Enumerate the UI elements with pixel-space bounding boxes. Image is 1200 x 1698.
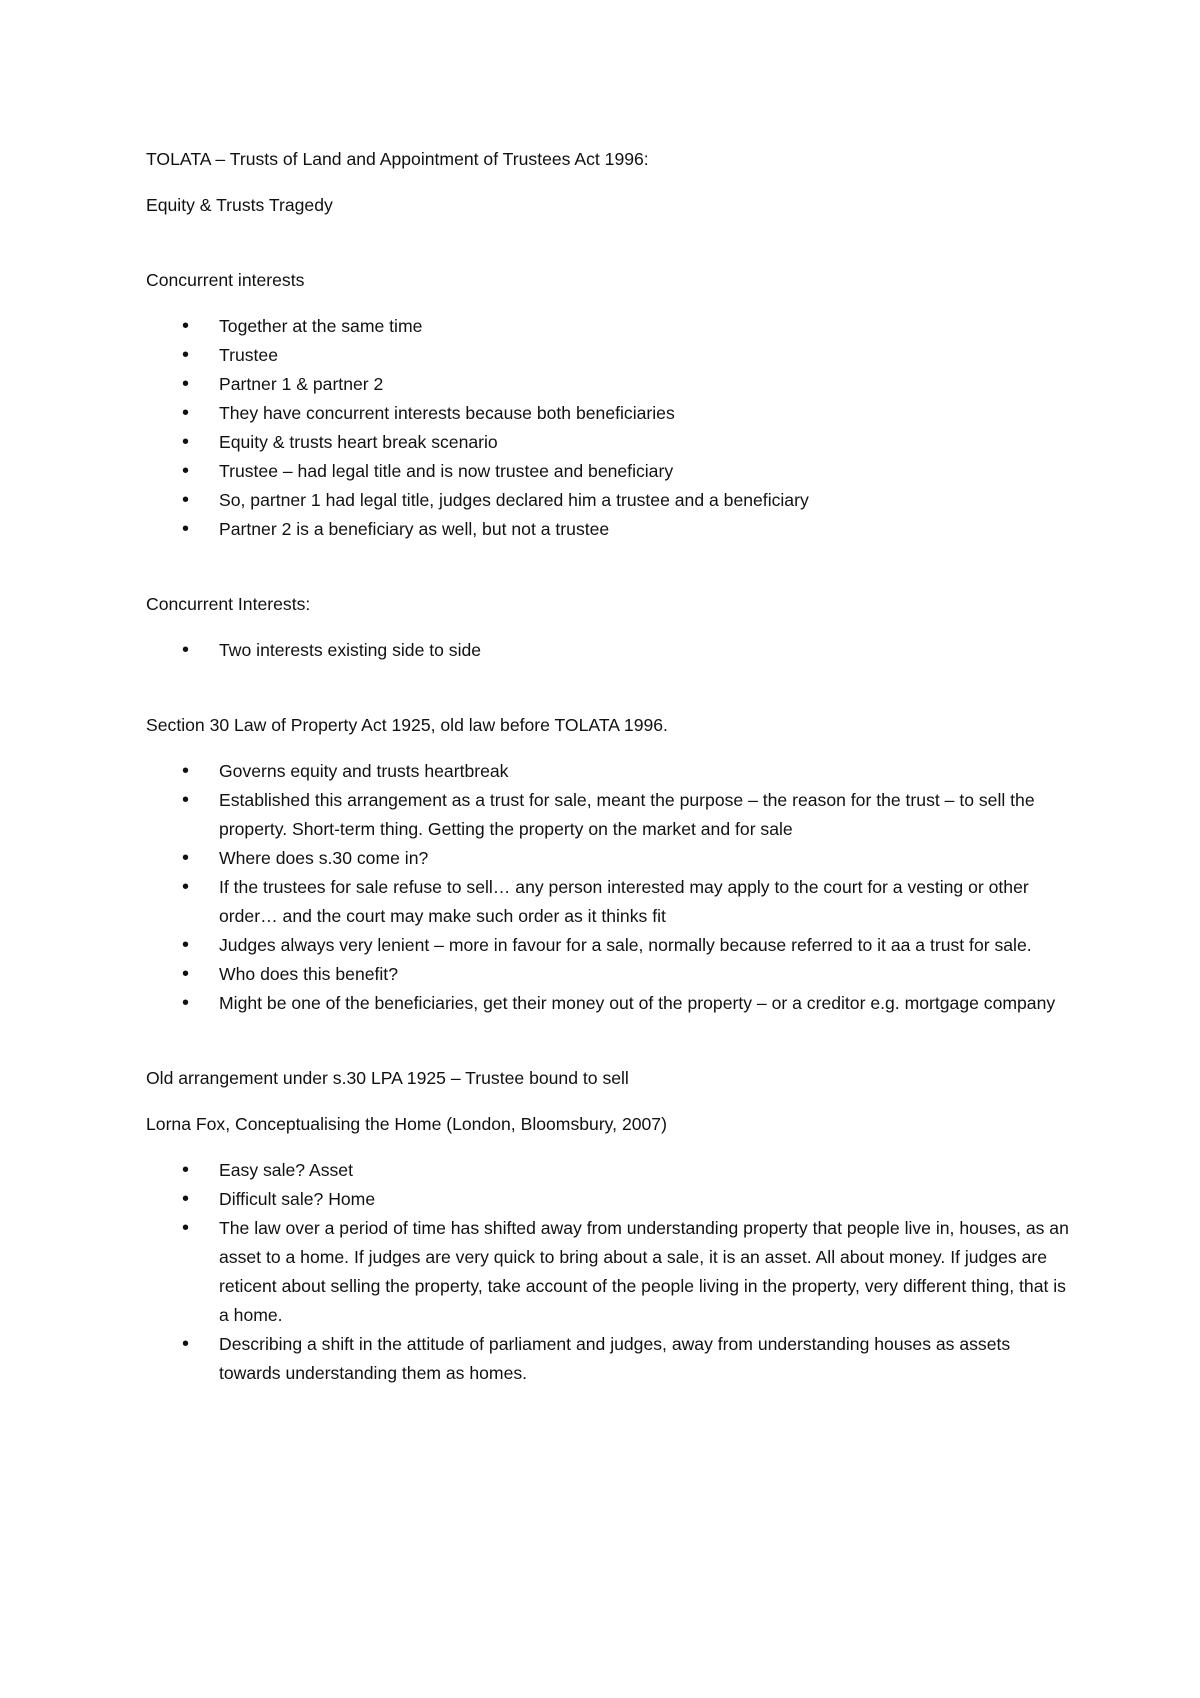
bullet-item: • Where does s.30 come in? xyxy=(146,844,1076,873)
bullet-item: • Established this arrangement as a trust for sale, meant the purpose – the reason for the trust – to sell the property. Short-term thing. Getting the property on the market and for sale xyxy=(146,786,1076,844)
document-title: TOLATA – Trusts of Land and Appointment of Trustees Act 1996: xyxy=(146,149,649,169)
bullet-item: • They have concurrent interests because both beneficiaries xyxy=(146,399,1076,428)
section-heading: Section 30 Law of Property Act 1925, old law before TOLATA 1996. xyxy=(146,715,668,735)
section-heading: Concurrent interests xyxy=(146,270,305,290)
bullet-item: • Two interests existing side to side xyxy=(146,636,1076,665)
document-page xyxy=(146,145,1076,1405)
section-s30-lpa-1925 xyxy=(146,711,1076,1018)
section-heading: Old arrangement under s.30 LPA 1925 – Trustee bound to sell xyxy=(146,1068,629,1088)
bullet-item: • Who does this benefit? xyxy=(146,960,1076,989)
spacer xyxy=(146,1035,1076,1064)
section-citation: Lorna Fox, Conceptualising the Home (London, Bloomsbury, 2007) xyxy=(146,1114,667,1134)
bullet-list xyxy=(146,312,1076,544)
bullet-list xyxy=(146,757,1076,1018)
section-concurrent-interests xyxy=(146,266,1076,544)
bullet-item: • Describing a shift in the attitude of parliament and judges, away from understanding houses as assets towards understanding them as homes. xyxy=(146,1330,1076,1388)
bullet-item: • Governs equity and trusts heartbreak xyxy=(146,757,1076,786)
bullet-item: • Trustee – had legal title and is now trustee and beneficiary xyxy=(146,457,1076,486)
bullet-item: • So, partner 1 had legal title, judges declared him a trustee and a beneficiary xyxy=(146,486,1076,515)
bullet-item: • Easy sale? Asset xyxy=(146,1156,1076,1185)
bullet-item: • Partner 2 is a beneficiary as well, but not a trustee xyxy=(146,515,1076,544)
section-old-arrangement xyxy=(146,1064,1076,1388)
bullet-item: • Equity & trusts heart break scenario xyxy=(146,428,1076,457)
bullet-item: • Difficult sale? Home xyxy=(146,1185,1076,1214)
spacer xyxy=(146,561,1076,590)
bullet-item: • Partner 1 & partner 2 xyxy=(146,370,1076,399)
document-subtitle: Equity & Trusts Tragedy xyxy=(146,195,333,215)
spacer xyxy=(146,237,1076,266)
bullet-item: • Together at the same time xyxy=(146,312,1076,341)
bullet-item: • Trustee xyxy=(146,341,1076,370)
bullet-item: • Might be one of the beneficiaries, get their money out of the property – or a creditor e.g. mortgage company xyxy=(146,989,1076,1018)
section-heading: Concurrent Interests: xyxy=(146,594,311,614)
spacer xyxy=(146,682,1076,711)
bullet-list xyxy=(146,636,1076,665)
bullet-item: • The law over a period of time has shifted away from understanding property that people live in, houses, as an asset to a home. If judges are very quick to bring about a sale, it is an asset. All about money. If judges are reticent about selling the property, take account of the people living in the property, very different thing, that is a home. xyxy=(146,1214,1076,1330)
section-concurrent-interests-definition xyxy=(146,590,1076,665)
bullet-item: • If the trustees for sale refuse to sell… any person interested may apply to the court for a vesting or other order… and the court may make such order as it thinks fit xyxy=(146,873,1076,931)
bullet-item: • Judges always very lenient – more in favour for a sale, normally because referred to it aa a trust for sale. xyxy=(146,931,1076,960)
bullet-list xyxy=(146,1156,1076,1388)
